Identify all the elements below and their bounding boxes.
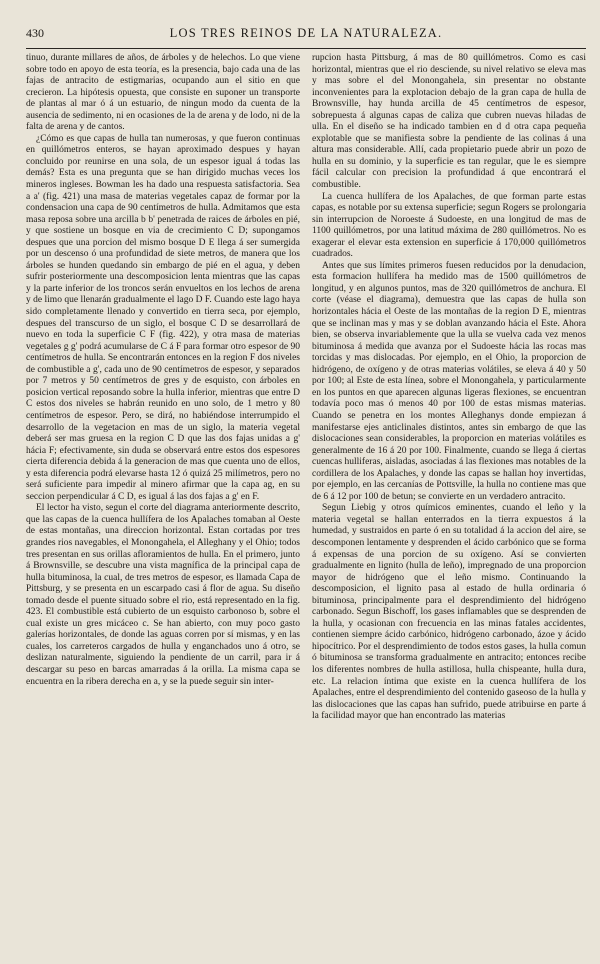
left-column (26, 53, 300, 953)
paragraph: El lector ha visto, segun el corte del diagrama anteriormente descrito, que las capas de la cuenca hullífera de los Apalaches tomaban al Oeste de estas montañas, una direccion horizontal. Estan cortadas por tres grandes rios navegables, el Monongahela, el Alleghany y el Ohio; todos tres presentan en sus orillas afloramientos de hulla. En el primero, junto á Brownsville, se descubre una vista magnífica de la principal capa de hulla bituminosa, la cual, de tres metros de espesor, es llamada Capa de Pittsburg, y se presenta en un escarpado casi á flor de agua. Su diseño tomado desde el puente situado sobre el rio, está representado en la fig. 423. El combustible está cubierto de un esquisto carbonoso b, sobre el cual existe un gres micáceo c. Se han abierto, con muy poco gasto galerías horizontales, de donde las aguas corren por sí mismas, y en las cuales, los carreteros cargados de hulla y enganchados uno á otro, se deslizan naturalmente, siguiendo la pendiente de un carril, para ir á descargar su peso en barcas amarradas á la orilla. La misma capa se encuentra en la ribera derecha en a, y se la puede seguir sin inter- (26, 503, 300, 687)
right-column (312, 53, 586, 953)
paragraph: Antes que sus límites primeros fuesen reducidos por la denudacion, esta formacion hullífera ha medido mas de 1500 quillómetros de longitud, y en algunos puntos, mas de 320 quillómetros de anchura. El corte (véase el diagrama), demuestra que las capas de hulla son horizontales hácia el Oeste de las montañas de la region D E, mientras que se inclinan mas y mas y se doblan avanzando hácia el Este. Ahora bien, se observa invariablemente que la ulla se vuelva cada vez menos bituminosa á medida que avanza por el Sudoeste hácia las rocas mas torcidas y mas dislocadas. Por ejemplo, en el Ohio, la proporcion de hidrógeno, de oxígeno y de otras materias volátiles, se eleva á 40 y 50 por 100; al Este de esta línea, sobre el Monongahela, y particularmente en los puntos en que aparecen algunas ligeras flexiones, se encuentran todavía poco mas ó menos 40 por 100 de estas mismas materias. Cuando se penetra en los montes Alleghanys donde empiezan á manifestarse ejes anticlinales distintos, antes sin embargo de que las dislocaciones sean considerables, la proporcion en materias volátiles es generalmente de 16 á 20 por 100. Finalmente, cuando se llega á ciertas cuencas hulliferas, aisladas, asociadas á las flexiones mas notables de la cordillera de los Apalaches, y donde las capas se hallan hoy invertidas, por ejemplo, en las cercanías de Pottsville, la hulla no contiene mas que de 6 á 12 por 100 de betun; se convierte en un verdadero antracito. (312, 260, 586, 502)
page-header (26, 26, 586, 49)
paragraph: rupcion hasta Pittsburg, á mas de 80 quillómetros. Como es casi horizontal, mientras que el rio desciende, su nivel relativo se eleva mas y mas sobre el del Monongahela, sin presentar no obstante inconvenientes para la explotacion debajo de la gran capa de hulla de Brownsville, hay hunda arcilla de 45 centímetros de espesor, sobrepuesta á algunas capas de caliza que cubren nuevas hiladas de ulla. En el diseño se ha indicado tambien en d d otra capa pequeña explotable que se manifiesta sobre la pendiente de las colinas á una altura mas considerable. Allí, cada propietario puede abrir un pozo de hulla en su dominio, y la superficie es tan regular, que le es siempre fácil calcular con precision la profundidad á que encontrará el combustible. (312, 53, 586, 191)
paragraph: La cuenca hullífera de los Apalaches, de que forman parte estas capas, es notable por su extensa superficie; segun Rogers se prolongaria sin interrupcion de Noroeste á Sudoeste, en una longitud de mas de 1100 quillómetros, por una latitud máxima de 280 quillómetros. No es exagerar el elevar esta extension en superficie á 170,000 quillómetros cuadrados. (312, 191, 586, 260)
paragraph: tinuo, durante millares de años, de árboles y de helechos. Lo que viene sobre todo en apoyo de esta teoría, es la presencia, bajo cada una de las fajas de antracito de estigmarias, ocupando aun el sitio en que crecieron. La hipótesis opuesta, que consiste en suponer un transporte de plantas al mar ó á un estuario, de ningun modo da cuenta de la ausencia de sedimento, ni en ocasiones de la de arena y de lodo, ni de la falta de arena y de cantos. (26, 53, 300, 133)
running-title: LOS TRES REINOS DE LA NATURALEZA. (169, 26, 443, 40)
paragraph: ¿Cómo es que capas de hulla tan numerosas, y que fueron continuas en quillómetros enteros, se hayan aproximado despues y hayan concluido por reunirse en una sola, de un espesor igual á todas las demás? Esta es una pregunta que se han dirigido muchas veces los mineros ingleses. Bowman les ha dado una respuesta satisfactoria. Sea a a' (fig. 421) una masa de materias vegetales capaz de formar por la condensacion una capa de 90 centímetros de hulla. Admitamos que esta masa reposa sobre una arcilla b b' penetrada de raices de árboles en pié, y que sostiene un bosque en via de crecimiento C D; supongamos despues que una porcion del mismo bosque D E llega á ser sumergida por un descenso ó una profundidad de siete metros, de manera que los árboles se hunden quedando sin embargo de pié en el agua, y deben sufrir posteriormente una descomposicion lenta mientras que las capas y la parte inferior de los troncos serán envueltos en los lechos de arena y de limo que llenarán gradualmente el lago D F. Cuando este lago haya sido completamente llenado y convertido en tierra seca, por ejemplo, despues del transcurso de un siglo, el bosque C D se desarrollará de nuevo en toda la superficie C F (fig. 422), y otra masa de materias vegetales g g' podrá acumularse de C á F para formar otro espesor de 90 centímetros de hulla. Se encontrarán entonces en la region F dos niveles de combustible a g', cada uno de 90 centímetros de espesor, y separados por 7 metros y 50 centímetros de gres y de esquisto, con árboles en posicion vertical reposando sobre la hulla inferior, mientras que entre D C estos dos niveles se habrán reunido en uno solo, de 1 metro y 80 centímetros de espesor. Pero, se dirá, no habiéndose interrumpido el desarrollo de la vegetacion en mas de un siglo, la materia vegetal deberá ser mas gruesa en la region C D que las dos fajas unidas a g' hácia F; efectivamente, sin duda se observará entre estos dos espesores cierta diferencia debida á la generacion de mas que cuenta uno de ellos, y esta diferencia podrá elevarse hasta 12 ó quizá 25 milímetros, pero no será suficiente para impedir al minero afirmar que la capa ag, en su seccion perpendicular á C D, es igual á las dos fajas a g' en F. (26, 133, 300, 502)
paragraph: Segun Liebig y otros químicos eminentes, cuando el leño y la materia vegetal se hallan enterrados en la tierra expuestos á la humedad, y sustraidos en parte ó en su totalidad á la accion del aire, se descomponen lentamente y desprenden el ácido carbónico que se forma á expensas de una porcion de su oxígeno. Así se convierten gradualmente en lignito (hulla de leño), impregnado de una proporcion mayor de hidrógeno que el leño mismo. Continuando la descomposicion, el lignito pasa al estado de hulla ordinaria ó bituminosa, principalmente para el desprendimiento del hidrógeno carbonado. Segun Bischoff, los gases inflamables que se desprenden de la hulla, y ocasionan con frecuencia en las minas fatales accidentes, contienen siempre ácido carbónico, hidrógeno carbonado, ázoe y ácido hipocítrico. Por el desprendimiento de todos estos gases, la hulla comun ó bituminosa se transforma gradualmente en antracito; entonces recibe los diferentes nombres de hulla astillosa, hulla chispeante, hulla dura, etc. La relacion íntima que existe en la cuenca hullífera de los Apalaches, entre el desprendimiento del contenido gaseoso de la hulla y las dislocaciones que las capas han sufrido, puede atribuirse en parte á la facilidad mayor que han encontrado las materias (312, 503, 586, 722)
page-number: 430 (26, 26, 44, 40)
text-columns (26, 53, 586, 953)
